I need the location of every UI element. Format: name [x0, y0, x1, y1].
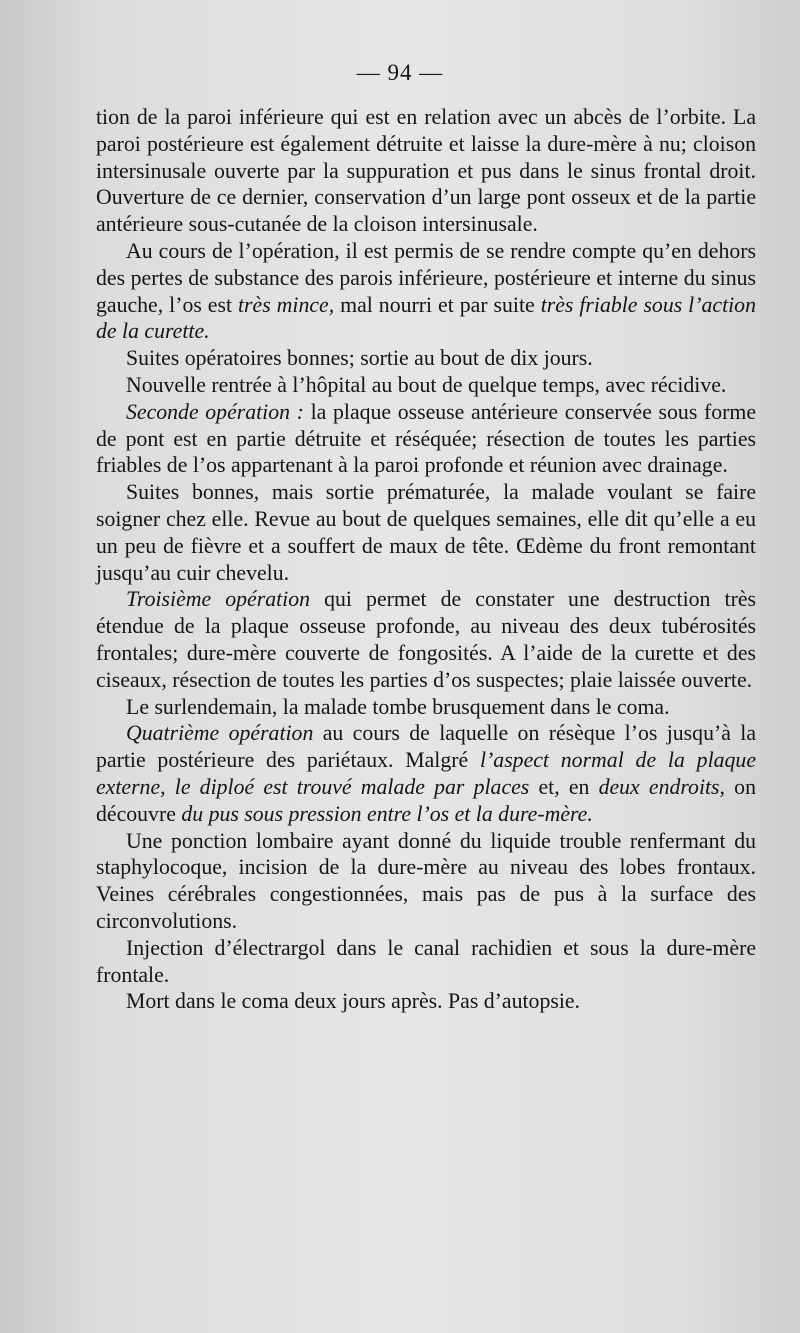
- italic-segment: Quatrième opération: [126, 721, 314, 746]
- text-segment: Injection d’électrargol dans le canal rachidien et sous la dure-mère frontale.: [96, 935, 756, 987]
- paragraph: [96, 694, 756, 721]
- italic-segment: l’aspect normal de la plaque externe, le diploé est trouvé malade par places: [96, 748, 757, 799]
- text-segment: Mort dans le coma deux jours après. Pas d’autopsie.: [126, 989, 580, 1014]
- paragraph: [96, 399, 756, 479]
- italic-segment: très mince,: [238, 292, 335, 317]
- paragraph: [96, 720, 756, 827]
- paragraph: [96, 104, 756, 238]
- paragraph: [96, 479, 756, 586]
- italic-segment: Troisième opération: [126, 587, 311, 612]
- text-segment: au cours de laquelle on résèque l’os jusqu’à la partie postérieure des pariétaux. Malgré: [96, 721, 756, 773]
- text-segment: Une ponction lombaire ayant donné du liquide trouble renfermant du staphylocoque, incision de la dure-mère au niveau des lobes frontaux. Veines cérébrales congestionnées, mais pas de pus à la surface des circonvolutions.: [96, 828, 756, 933]
- paragraph: [96, 238, 756, 345]
- paragraph: [96, 345, 756, 372]
- text-segment: et, en: [529, 774, 599, 799]
- text-segment: Nouvelle rentrée à l’hôpital au bout de quelque temps, avec récidive.: [126, 372, 727, 397]
- body-text: [96, 104, 756, 1015]
- italic-segment: du pus sous pression entre l’os et la dure-mère.: [181, 801, 593, 826]
- paragraph: [96, 586, 756, 693]
- text-segment: Au cours de l’opération, il est permis de se rendre compte qu’en dehors des pertes de substance des parois inférieure, postérieure et interne du sinus gauche, l’os est: [96, 238, 756, 317]
- italic-segment: très friable sous l’action de la curette.: [96, 292, 756, 344]
- paragraph: [96, 372, 756, 399]
- text-segment: Suites opératoires bonnes; sortie au bout de dix jours.: [126, 346, 593, 371]
- text-segment: mal nourri et par suite: [334, 292, 541, 317]
- text-segment: tion de la paroi inférieure qui est en relation avec un abcès de l’orbite. La paroi postérieure est également détruite et laisse la dure-mère à nu; cloison intersinusale ouverte par la suppuration et pus dans le sinus frontal droit. Ouverture de ce dernier, conservation d’un large pont osseux et de la partie antérieure sous-cutanée de la cloison intersinusale.: [96, 105, 756, 237]
- italic-segment: Seconde opération :: [126, 399, 304, 424]
- page-number: — 94 —: [356, 60, 444, 85]
- text-segment: Le surlendemain, la malade tombe brusquement dans le coma.: [126, 694, 670, 719]
- text-segment: on découvre: [96, 774, 756, 826]
- paragraph: [96, 935, 756, 989]
- text-segment: la plaque osseuse antérieure conservée sous forme de pont est en partie détruite et réséquée; résection de toutes les parties friables de l’os appartenant à la paroi profonde et réunion avec drainage.: [96, 399, 756, 478]
- paragraph: [96, 988, 756, 1015]
- text-segment: Suites bonnes, mais sortie prématurée, la malade voulant se faire soigner chez elle. Revue au bout de quelques semaines, elle dit qu’elle a eu un peu de fièvre et a souffert de maux de tête. Œdème du front remontant jusqu’au cuir chevelu.: [96, 480, 756, 585]
- paragraph: [96, 828, 756, 935]
- italic-segment: deux endroits,: [598, 774, 725, 799]
- text-segment: qui permet de constater une destruction très étendue de la plaque osseuse profonde, au niveau des deux tubérosités frontales; dure-mère couverte de fongosités. A l’aide de la curette et des ciseaux, résection de toutes les parties d’os suspectes; plaie laissée ouverte.: [96, 587, 757, 692]
